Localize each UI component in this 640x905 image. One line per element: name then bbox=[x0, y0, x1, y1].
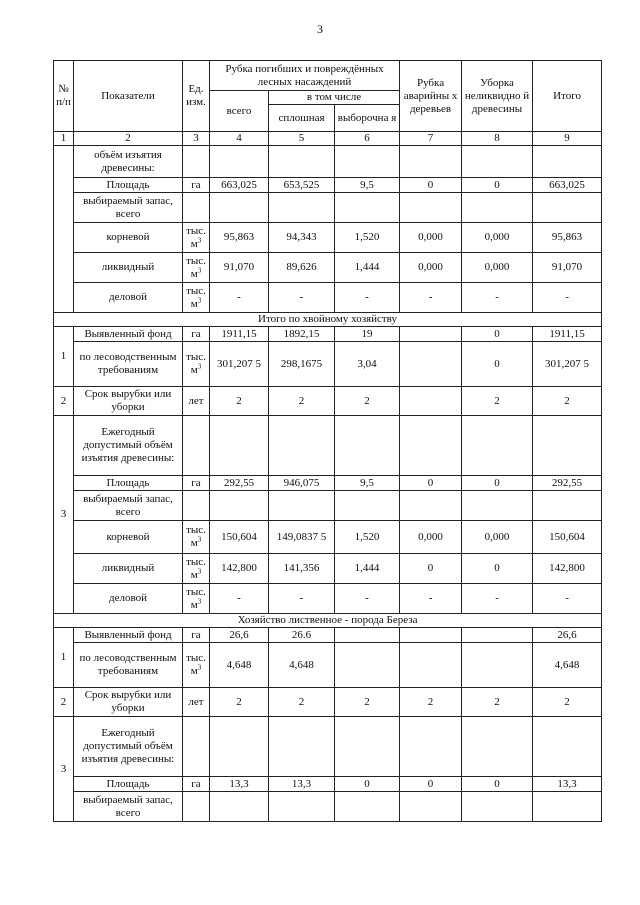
cell: - bbox=[335, 283, 400, 313]
cell: 663,025 bbox=[210, 178, 269, 193]
cell: 298,1675 bbox=[269, 342, 335, 387]
table-row bbox=[54, 717, 602, 777]
cell: 1,520 bbox=[335, 521, 400, 554]
cell bbox=[335, 643, 400, 688]
cell: 2 bbox=[269, 387, 335, 416]
cell bbox=[462, 628, 533, 643]
cell: 301,207 5 bbox=[210, 342, 269, 387]
row-label: выбираемый запас, всего bbox=[74, 193, 183, 223]
cell-unit: тыс. $м^3$ bbox=[183, 521, 210, 554]
row-label: деловой bbox=[74, 283, 183, 313]
table-row bbox=[54, 253, 602, 283]
cell: - bbox=[462, 283, 533, 313]
table-row bbox=[54, 193, 602, 223]
cell: 2 bbox=[210, 688, 269, 717]
row-label: Ежегодный допустимый объём изъятия древесины: bbox=[74, 416, 183, 476]
row-label: Срок вырубки или уборки bbox=[74, 387, 183, 416]
cell: 2 bbox=[533, 387, 602, 416]
row-label: Выявленный фонд bbox=[74, 628, 183, 643]
cell: 94,343 bbox=[269, 223, 335, 253]
row-label: объём изъятия древесины: bbox=[74, 146, 183, 178]
row-number: 3 bbox=[54, 416, 74, 614]
cell: 13,3 bbox=[210, 777, 269, 792]
section-title-deciduous: Хозяйство лиственное - порода Береза bbox=[54, 614, 602, 628]
cell: - bbox=[210, 283, 269, 313]
header-damaged-felling: Рубка погибших и повреждённых лесных насаждений bbox=[210, 61, 400, 91]
table-row bbox=[54, 476, 602, 491]
table-row bbox=[54, 416, 602, 476]
cell bbox=[400, 643, 462, 688]
cell: 2 bbox=[533, 688, 602, 717]
cell: - bbox=[462, 584, 533, 614]
cell: 2 bbox=[400, 688, 462, 717]
cell: 142,800 bbox=[533, 554, 602, 584]
cell: 13,3 bbox=[269, 777, 335, 792]
header-all: всего bbox=[210, 91, 269, 132]
cell: 1,444 bbox=[335, 554, 400, 584]
table-row bbox=[54, 777, 602, 792]
cell: 91,070 bbox=[533, 253, 602, 283]
cell: 150,604 bbox=[533, 521, 602, 554]
cell: лет bbox=[183, 387, 210, 416]
cell-unit: тыс. $м^3$ bbox=[183, 253, 210, 283]
row-label: корневой bbox=[74, 521, 183, 554]
cell: 2 bbox=[462, 688, 533, 717]
cell: 9,5 bbox=[335, 178, 400, 193]
header-indicators: Показатели bbox=[74, 61, 183, 132]
cell-unit: тыс. $м^3$ bbox=[183, 643, 210, 688]
cell: 663,025 bbox=[533, 178, 602, 193]
col-number: 4 bbox=[210, 132, 269, 146]
cell-unit: тыс. $м^3$ bbox=[183, 584, 210, 614]
cell: 4,648 bbox=[269, 643, 335, 688]
table-row bbox=[54, 146, 602, 178]
row-number: 1 bbox=[54, 327, 74, 387]
cell: 2 bbox=[462, 387, 533, 416]
cell: - bbox=[210, 584, 269, 614]
cell: 0 bbox=[400, 777, 462, 792]
cell: - bbox=[335, 584, 400, 614]
cell: 0 bbox=[462, 327, 533, 342]
col-number: 6 bbox=[335, 132, 400, 146]
forest-felling-table bbox=[53, 60, 602, 822]
cell: 4,648 bbox=[210, 643, 269, 688]
row-label: Выявленный фонд bbox=[74, 327, 183, 342]
row-label: Площадь bbox=[74, 777, 183, 792]
cell-unit: тыс. $м^3$ bbox=[183, 554, 210, 584]
page-number: 3 bbox=[317, 22, 323, 36]
row-label: ликвидный bbox=[74, 253, 183, 283]
col-number: 1 bbox=[54, 132, 74, 146]
row-number: 1 bbox=[54, 628, 74, 688]
row-label: Площадь bbox=[74, 476, 183, 491]
row-label: по лесоводственным требованиям bbox=[74, 643, 183, 688]
table-row bbox=[54, 521, 602, 554]
row-number: 2 bbox=[54, 387, 74, 416]
cell: 95,863 bbox=[210, 223, 269, 253]
cell: га bbox=[183, 476, 210, 491]
cell: 2 bbox=[335, 387, 400, 416]
cell: 1911,15 bbox=[533, 327, 602, 342]
cell: 1892,15 bbox=[269, 327, 335, 342]
cell: - bbox=[269, 283, 335, 313]
cell: га bbox=[183, 178, 210, 193]
table-row bbox=[54, 178, 602, 193]
cell: 2 bbox=[269, 688, 335, 717]
table-row bbox=[54, 792, 602, 822]
table-row bbox=[54, 223, 602, 253]
cell: 1,520 bbox=[335, 223, 400, 253]
cell: 150,604 bbox=[210, 521, 269, 554]
header-including: в том числе bbox=[269, 91, 400, 105]
cell: 0 bbox=[400, 178, 462, 193]
row-label: по лесоводственным требованиям bbox=[74, 342, 183, 387]
cell: 0,000 bbox=[400, 521, 462, 554]
col-number: 7 bbox=[400, 132, 462, 146]
cell: 0,000 bbox=[400, 253, 462, 283]
row-label: деловой bbox=[74, 584, 183, 614]
row-label: Срок вырубки или уборки bbox=[74, 688, 183, 717]
header-illiquid-removal: Уборка неликвидно й древесины bbox=[462, 61, 533, 132]
cell: 9,5 bbox=[335, 476, 400, 491]
cell: 0,000 bbox=[462, 253, 533, 283]
header-clear-cut: сплошная bbox=[269, 105, 335, 132]
header-emergency-felling: Рубка аварийны х деревьев bbox=[400, 61, 462, 132]
cell: - bbox=[533, 283, 602, 313]
cell: 26.6 bbox=[269, 628, 335, 643]
cell bbox=[335, 628, 400, 643]
cell: 292,55 bbox=[210, 476, 269, 491]
header-total: Итого bbox=[533, 61, 602, 132]
col-number: 2 bbox=[74, 132, 183, 146]
cell: 95,863 bbox=[533, 223, 602, 253]
cell: 2 bbox=[210, 387, 269, 416]
table-row bbox=[54, 554, 602, 584]
cell: 0 bbox=[462, 777, 533, 792]
cell: 26,6 bbox=[533, 628, 602, 643]
cell: - bbox=[400, 584, 462, 614]
cell: 26,6 bbox=[210, 628, 269, 643]
cell: 149,0837 5 bbox=[269, 521, 335, 554]
cell: 4,648 bbox=[533, 643, 602, 688]
cell: 13,3 bbox=[533, 777, 602, 792]
cell bbox=[400, 387, 462, 416]
cell: га bbox=[183, 777, 210, 792]
cell: 0 bbox=[400, 554, 462, 584]
cell: 0,000 bbox=[400, 223, 462, 253]
cell: - bbox=[533, 584, 602, 614]
row-label: Площадь bbox=[74, 178, 183, 193]
cell: 0 bbox=[462, 554, 533, 584]
section-title-coniferous: Итого по хвойному хозяйству bbox=[54, 313, 602, 327]
col-number: 5 bbox=[269, 132, 335, 146]
cell: 2 bbox=[335, 688, 400, 717]
col-number: 9 bbox=[533, 132, 602, 146]
cell bbox=[400, 628, 462, 643]
cell: га bbox=[183, 327, 210, 342]
row-label: выбираемый запас, всего bbox=[74, 792, 183, 822]
table-row bbox=[54, 628, 602, 643]
cell: 89,626 bbox=[269, 253, 335, 283]
header-num: № п/п bbox=[54, 61, 74, 132]
cell: - bbox=[400, 283, 462, 313]
cell: га bbox=[183, 628, 210, 643]
cell: 0 bbox=[400, 476, 462, 491]
cell: 0 bbox=[462, 342, 533, 387]
cell: 3,04 bbox=[335, 342, 400, 387]
table-row bbox=[54, 491, 602, 521]
row-label: ликвидный bbox=[74, 554, 183, 584]
cell: 0 bbox=[335, 777, 400, 792]
table-row bbox=[54, 584, 602, 614]
table-row bbox=[54, 688, 602, 717]
cell: 292,55 bbox=[533, 476, 602, 491]
row-number: 2 bbox=[54, 688, 74, 717]
cell: 0,000 bbox=[462, 223, 533, 253]
col-number: 8 bbox=[462, 132, 533, 146]
table-row bbox=[54, 327, 602, 342]
header-unit: Ед. изм. bbox=[183, 61, 210, 132]
cell: 946,075 bbox=[269, 476, 335, 491]
row-label: корневой bbox=[74, 223, 183, 253]
cell: 19 bbox=[335, 327, 400, 342]
cell: 0,000 bbox=[462, 521, 533, 554]
table-row bbox=[54, 387, 602, 416]
cell-unit: тыс. $м^3$ bbox=[183, 223, 210, 253]
col-number: 3 bbox=[183, 132, 210, 146]
cell-unit: тыс. $м^3$ bbox=[183, 342, 210, 387]
cell: 142,800 bbox=[210, 554, 269, 584]
cell: 1911,15 bbox=[210, 327, 269, 342]
cell-unit: тыс. $м^3$ bbox=[183, 283, 210, 313]
cell: 91,070 bbox=[210, 253, 269, 283]
table-row bbox=[54, 643, 602, 688]
cell: 0 bbox=[462, 476, 533, 491]
row-label: Ежегодный допустимый объём изъятия древесины: bbox=[74, 717, 183, 777]
cell: 0 bbox=[462, 178, 533, 193]
cell: - bbox=[269, 584, 335, 614]
cell: 301,207 5 bbox=[533, 342, 602, 387]
cell bbox=[400, 342, 462, 387]
row-number: 3 bbox=[54, 717, 74, 822]
cell: 653,525 bbox=[269, 178, 335, 193]
header-selective: выборочна я bbox=[335, 105, 400, 132]
cell: 1,444 bbox=[335, 253, 400, 283]
cell: лет bbox=[183, 688, 210, 717]
cell bbox=[462, 643, 533, 688]
cell bbox=[400, 327, 462, 342]
table-row bbox=[54, 283, 602, 313]
table-row bbox=[54, 342, 602, 387]
row-label: выбираемый запас, всего bbox=[74, 491, 183, 521]
cell: 141,356 bbox=[269, 554, 335, 584]
